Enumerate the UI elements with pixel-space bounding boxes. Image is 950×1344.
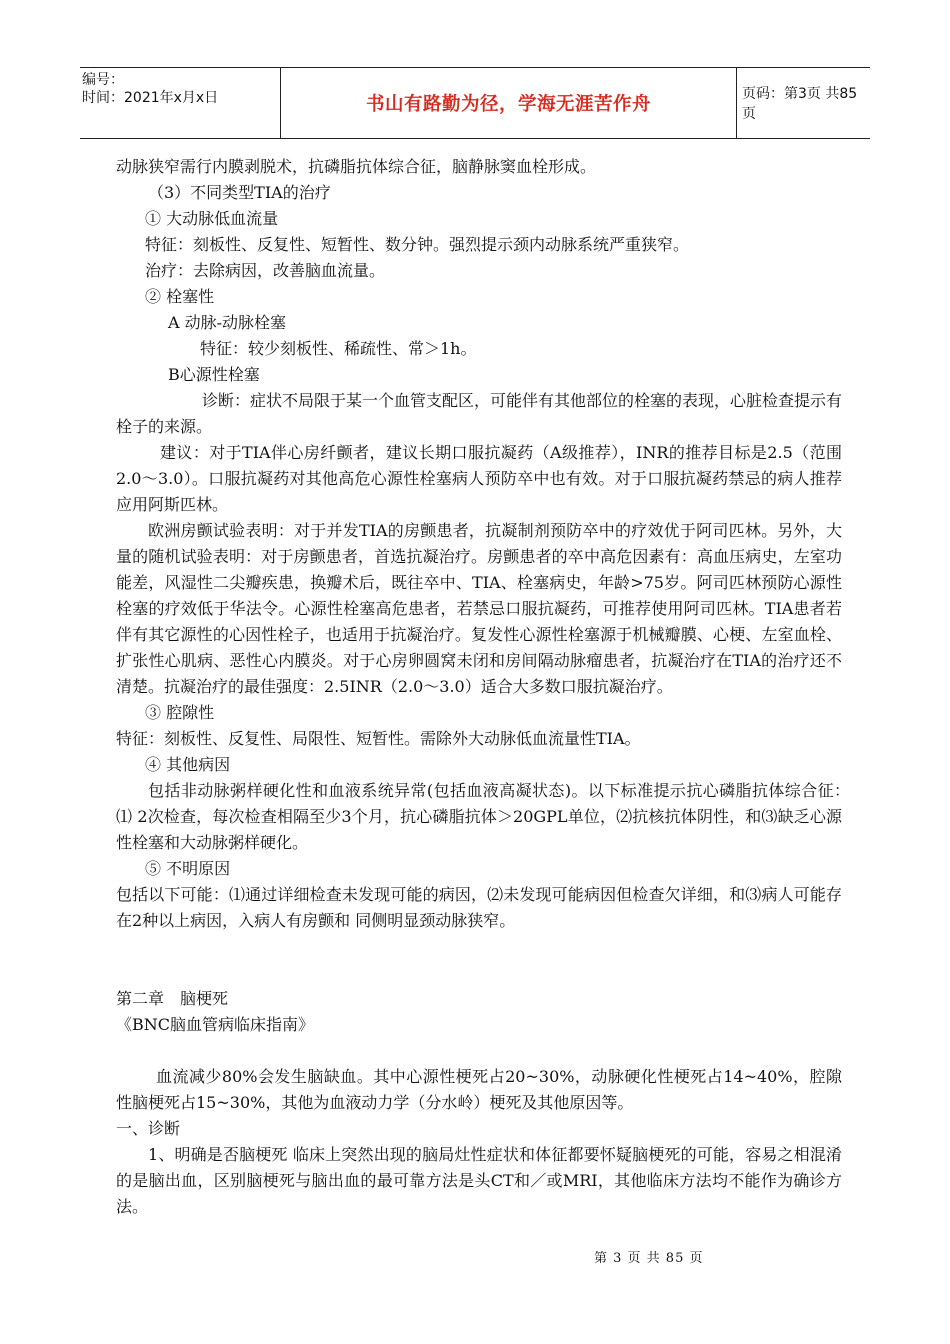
subsection-heading: ④ 其他病因 bbox=[145, 755, 231, 774]
document-date: 时间：2021年x月x日 bbox=[82, 90, 219, 106]
paragraph: 特征：刻板性、反复性、短暂性、数分钟。强烈提示颈内动脉系统严重狭窄。 bbox=[145, 235, 690, 254]
header-page-info: 页码：第3页 共85页 bbox=[742, 86, 858, 122]
paragraph: 动脉狭窄需行内膜剥脱术，抗磷脂抗体综合征，脑静脉窦血栓形成。 bbox=[116, 157, 597, 176]
header-motto: 书山有路勤为径，学海无涯苦作舟 bbox=[365, 94, 651, 115]
chapter-title: 第二章 脑梗死 bbox=[116, 989, 229, 1008]
subsection-heading: ② 栓塞性 bbox=[145, 287, 215, 306]
page-header bbox=[80, 67, 870, 139]
subsection-heading: A 动脉-动脉栓塞 bbox=[168, 313, 287, 332]
subsection-heading: B心源性栓塞 bbox=[168, 365, 260, 384]
page-footer: 第 3 页 共 85 页 bbox=[594, 1251, 704, 1266]
header-meta bbox=[82, 71, 218, 107]
section-heading: （3）不同类型TIA的治疗 bbox=[148, 183, 331, 202]
subsection-heading: ① 大动脉低血流量 bbox=[145, 209, 279, 228]
subsection-heading: ③ 腔隙性 bbox=[145, 703, 215, 722]
subsection-heading: ⑤ 不明原因 bbox=[145, 859, 231, 878]
paragraph: 包括以下可能：⑴通过详细检查未发现可能的病因，⑵未发现可能病因但检查欠详细，和⑶病人可能存在2种以上病因，入病人有房颤和 同侧明显颈动脉狭窄。 bbox=[116, 885, 842, 930]
paragraph: 1、明确是否脑梗死 临床上突然出现的脑局灶性症状和体征都要怀疑脑梗死的可能，容易之相混淆的是脑出血，区别脑梗死与脑出血的最可靠方法是头CT和／或MRI，其他临床方法均不能作为确诊方法。 bbox=[116, 1145, 842, 1216]
spacer bbox=[116, 1038, 842, 1064]
paragraph: 特征：刻板性、反复性、局限性、短暂性。需除外大动脉低血流量性TIA。 bbox=[116, 729, 641, 748]
paragraph: 诊断：症状不局限于某一个血管支配区，可能伴有其他部位的栓塞的表现，心脏检查提示有栓子的来源。 bbox=[116, 391, 843, 436]
paragraph: 治疗：去除病因，改善脑血流量。 bbox=[145, 261, 386, 280]
guideline-title: 《BNC脑血管病临床指南》 bbox=[116, 1015, 315, 1034]
paragraph: 欧洲房颤试验表明：对于并发TIA的房颤患者，抗凝制剂预防卒中的疗效优于阿司匹林。另外，大量的随机试验表明：对于房颤患者，首选抗凝治疗。房颤患者的卒中高危因素有：高血压病史，左室功能差，风湿性二尖瓣疾患，换瓣术后，既往卒中、TIA、栓塞病史，年龄>75岁。阿司匹林预防心源性栓塞的疗效低于华法令。心源性栓塞高危患者，若禁忌口服抗凝药，可推荐使用阿司匹林。TIA患者若伴有其它源性的心因性栓子，也适用于抗凝治疗。复发性心源性栓塞源于机械瓣膜、心梗、左室血栓、扩张性心肌病、恶性心内膜炎。对于心房卵圆窝未闭和房间隔动脉瘤患者，抗凝治疗在TIA的治疗还不清楚。抗凝治疗的最佳强度：2.5INR（2.0～3.0）适合大多数口服抗凝治疗。 bbox=[116, 521, 842, 696]
document-number-label: 编号： bbox=[82, 72, 124, 88]
paragraph: 特征：较少刻板性、稀疏性、常＞1h。 bbox=[200, 339, 477, 358]
paragraph: 建议：对于TIA伴心房纤颤者，建议长期口服抗凝药（A级推荐），INR的推荐目标是2.5（范围2.0～3.0）。口服抗凝药对其他高危心源性栓塞病人预防卒中也有效。对于口服抗凝药禁忌的病人推荐应用阿斯匹林。 bbox=[116, 443, 842, 514]
header-motto-cell bbox=[280, 68, 737, 138]
paragraph: 血流减少80%会发生脑缺血。其中心源性梗死占20~30%，动脉硬化性梗死占14~40%，腔隙性脑梗死占15~30%，其他为血液动力学（分水岭）梗死及其他原因等。 bbox=[116, 1067, 842, 1112]
section-heading: 一、诊断 bbox=[116, 1119, 181, 1138]
document-body bbox=[116, 154, 864, 1220]
spacer bbox=[116, 934, 842, 986]
paragraph: 包括非动脉粥样硬化性和血液系统异常(包括血液高凝状态)。以下标准提示抗心磷脂抗体综合征： ⑴ 2次检查，每次检查相隔至少3个月，抗心磷脂抗体＞20GPL单位，⑵抗核抗体阴性，和⑶缺乏心源性栓塞和大动脉粥样硬化。 bbox=[116, 781, 864, 852]
